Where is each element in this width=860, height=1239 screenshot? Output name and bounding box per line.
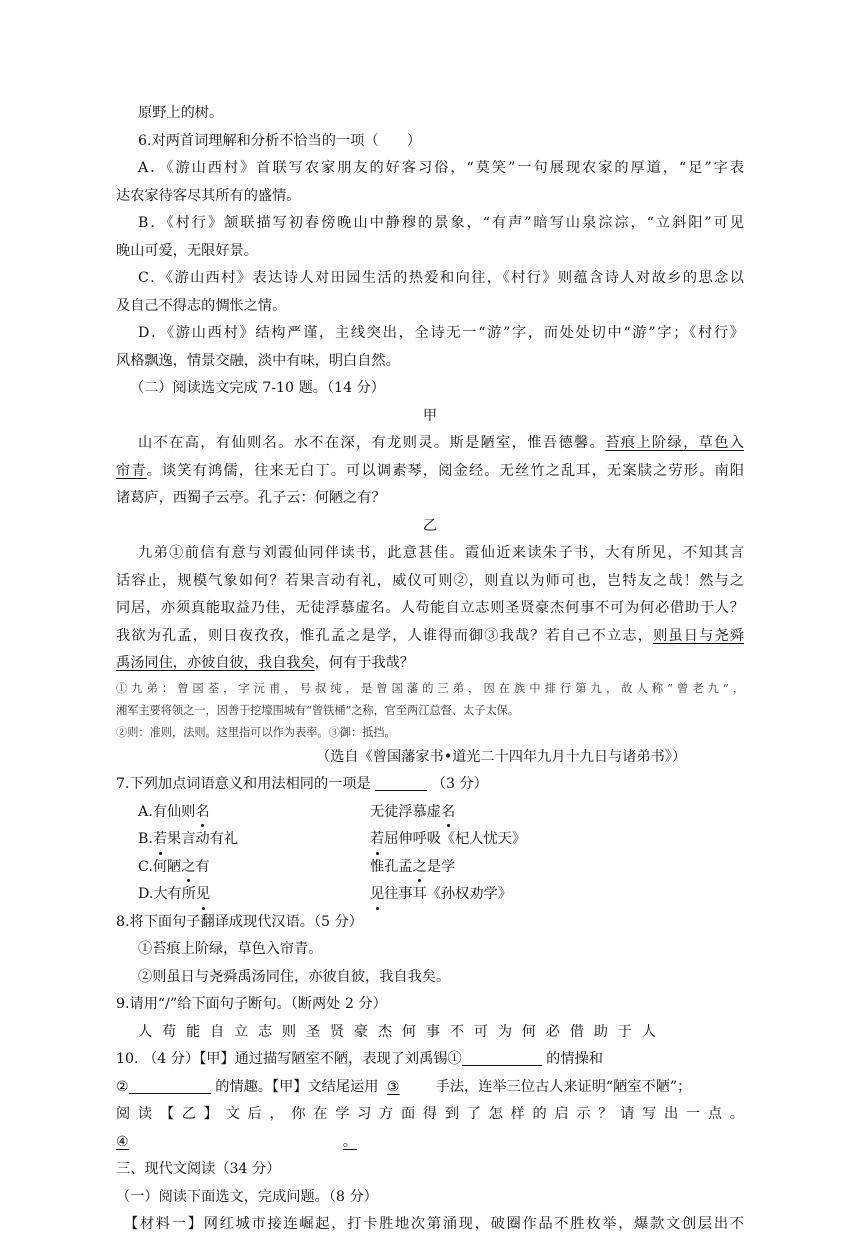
option-right <box>370 799 455 827</box>
question-9: 9.请用“/”给下面句子断句。（断两处 2 分） <box>116 996 387 1012</box>
passage-yi-line2: 话容止，规模气象如何？若果言动有礼，威仪可则②，则直以为师可也，岂特友之哉！然与之 <box>116 572 744 589</box>
emphasis-dot-char: 见 <box>196 881 210 909</box>
section-3-heading: 三、现代文阅读（34 分） <box>116 1161 281 1177</box>
option-text: 屈伸呼吸《杞人忧天》 <box>384 831 527 847</box>
option-text: 有 <box>195 858 210 875</box>
option-b-line1: B．《村行》颔联描写初春傍晚山中静穆的景象，“有声”暗写山泉淙淙，“立斜阳”可见 <box>138 215 744 231</box>
question-8-item-1: ①苔痕上阶绿，草色入帘青。 <box>138 941 323 957</box>
text-span: 我欲为孔孟，则日夜孜孜，惟孔孟之是学，人谁得而御③我哉？若自己不立志， <box>116 627 654 644</box>
emphasis-dot-char: 名 <box>441 799 455 827</box>
underlined-sentence: 则虽日与尧舜 <box>653 627 744 644</box>
option-text: 是学 <box>426 858 456 875</box>
emphasis-dot-char: 见 <box>370 881 384 909</box>
question-6: 6.对两首词理解和分析不恰当的一项（ ） <box>138 132 422 149</box>
material-1-line1: 【材料一】网红城市接连崛起，打卡胜地次第涌现，破圈作品不胜枚举，爆款文创层出不 <box>124 1216 744 1232</box>
option-text: A.有仙则 <box>138 803 196 820</box>
answer-blank-4[interactable]: ④ 。 <box>116 1133 357 1150</box>
question-7-option-row <box>116 881 744 909</box>
text-span: 的情趣。【甲】文结尾运用 <box>215 1078 379 1095</box>
document-page <box>116 100 744 1239</box>
question-8: 8.将下面句子翻译成现代汉语。（5 分） <box>116 913 363 930</box>
option-c-line2: 及自己不得志的惆怅之情。 <box>116 297 287 314</box>
option-text: B. <box>138 831 153 847</box>
source-citation: （选自《曾国藩家书•道光二十四年九月十九日与诸弟书》） <box>316 748 687 765</box>
option-text: 无徒浮慕虚 <box>370 803 441 820</box>
emphasis-dot-char: 名 <box>195 799 209 827</box>
option-d-line2: 风格飘逸，情景交融，淡中有味，明白自然。 <box>116 352 400 369</box>
option-right <box>370 881 512 909</box>
passage-yi-title: 乙 <box>422 517 438 534</box>
question-7-option-row <box>116 854 744 882</box>
section-3-sub-heading: （一）阅读下面选文，完成问题。（8 分） <box>116 1188 378 1205</box>
question-8-item-2: ②则虽日与尧舜禹汤同住，亦彼自彼，我自我矣。 <box>138 968 451 985</box>
question-10-line4 <box>116 1129 744 1157</box>
underlined-sentence: 禹汤同住，亦彼自彼，我自我矣 <box>116 655 315 671</box>
passage-yi-line4 <box>116 623 744 651</box>
footnote-3: ②则：准则，法则。这里指可以作为表率。③御：抵挡。 <box>116 725 396 739</box>
answer-blank-1[interactable] <box>462 1049 542 1066</box>
option-left <box>138 859 210 875</box>
option-text: 惟孔孟 <box>370 858 413 875</box>
emphasis-dot-char: 之 <box>413 854 427 882</box>
option-b-line2: 晚山可爱，无限好景。 <box>116 242 258 259</box>
section-2-heading: （二）阅读选文完成 7-10 题。（14 分） <box>130 380 385 396</box>
emphasis-dot-char: 之 <box>181 854 195 882</box>
footnote-1: ①九弟：曾国荃，字沅甫，号叔纯，是曾国藩的三弟，因在族中排行第九，故人称“曾老九”， <box>116 681 744 695</box>
passage-jia-line2 <box>116 458 744 486</box>
passage-yi-line3: 同居，亦须真能取益乃佳，无徒浮慕虚名。人苟能自立志则圣贤豪杰何事不可为何必借助于人？ <box>116 600 744 616</box>
underlined-sentence: 帘青 <box>116 462 147 479</box>
underlined-sentence: 苔痕上阶绿，草色入 <box>605 435 744 451</box>
option-a-line1: A．《游山西村》首联写农家朋友的好客习俗，“莫笑”一句展现农家的厚道，“足”字表 <box>138 160 744 176</box>
option-left <box>138 831 238 847</box>
passage-yi-line1: 九弟①前信有意与刘霞仙同伴读书，此意甚佳。霞仙近来读朱子书，大有所见，不知其言 <box>138 545 744 561</box>
text-span: 。谈笑有鸿儒，往来无白丁。可以调素琴，阅金经。无丝竹之乱耳，无案牍之劳形。南阳 <box>146 462 744 479</box>
option-a-line2: 达农家待客尽其所有的盛情。 <box>116 187 301 204</box>
question-7 <box>116 771 744 799</box>
option-right <box>370 854 455 882</box>
question-10-line1 <box>116 1046 744 1074</box>
text-span: 山不在高，有仙则名。水不在深，有龙则灵。斯是陋室，惟吾德馨。 <box>138 435 606 451</box>
text-span: 手法，连举三位古人来证明“陋室不陋”； <box>435 1078 692 1095</box>
answer-blank[interactable] <box>375 774 427 791</box>
emphasis-dot-char: 若 <box>370 826 384 854</box>
passage-jia-line1 <box>116 430 744 458</box>
text-line: 原野上的树。 <box>138 105 224 121</box>
question-7-options <box>116 799 744 909</box>
question-7-text: 7.下列加点词语意义和用法相同的一项是 <box>116 776 371 792</box>
question-10-line2 <box>116 1074 744 1102</box>
passage-jia-line3: 诸葛庐，西蜀子云亭。孔子云：何陋之有？ <box>116 490 386 506</box>
option-text: 往事耳《孙权劝学》 <box>384 886 512 902</box>
option-d-line1: D．《游山西村》结构严谨，主线突出，全诗无一“游”字，而处处切中“游”字；《村行》 <box>138 325 744 341</box>
text-span: 10. （4 分）【甲】通过描写陋室不陋，表现了刘禹锡① <box>116 1051 462 1067</box>
question-9-sentence: 人苟能自立志则圣贤豪杰何事不可为何必借助于人 <box>138 1023 666 1040</box>
emphasis-dot-char: 若 <box>153 826 167 854</box>
passage-jia-title: 甲 <box>422 407 438 424</box>
footnote-2: 湘军主要将领之一，因善于挖壕围城有“曾铁桶”之称，官至两江总督、太子太保。 <box>116 703 520 717</box>
score: （3 分） <box>431 776 488 792</box>
option-left <box>138 804 210 820</box>
option-text: C.何陋 <box>138 858 182 875</box>
question-7-option-row <box>116 826 744 854</box>
option-text: 果言动有礼 <box>167 831 239 847</box>
answer-blank-2[interactable] <box>129 1077 211 1094</box>
option-c-line1: C．《游山西村》表达诗人对田园生活的热爱和向往，《村行》则蕴含诗人对故乡的思念以 <box>138 270 744 286</box>
text-span: ② <box>116 1078 129 1095</box>
question-7-option-row <box>116 799 744 827</box>
passage-yi-line5 <box>116 650 744 678</box>
option-left <box>138 886 210 902</box>
text-span: 的情操和 <box>546 1051 603 1067</box>
text-span: ，何有于我哉？ <box>314 655 414 671</box>
option-right <box>370 826 526 854</box>
answer-blank-3[interactable]: ③ <box>386 1078 400 1095</box>
option-text: D.大有所 <box>138 886 196 902</box>
question-10-line3: 阅读【乙】文后，你在学习方面得到了怎样的启示？请写出一点。 <box>116 1106 744 1122</box>
